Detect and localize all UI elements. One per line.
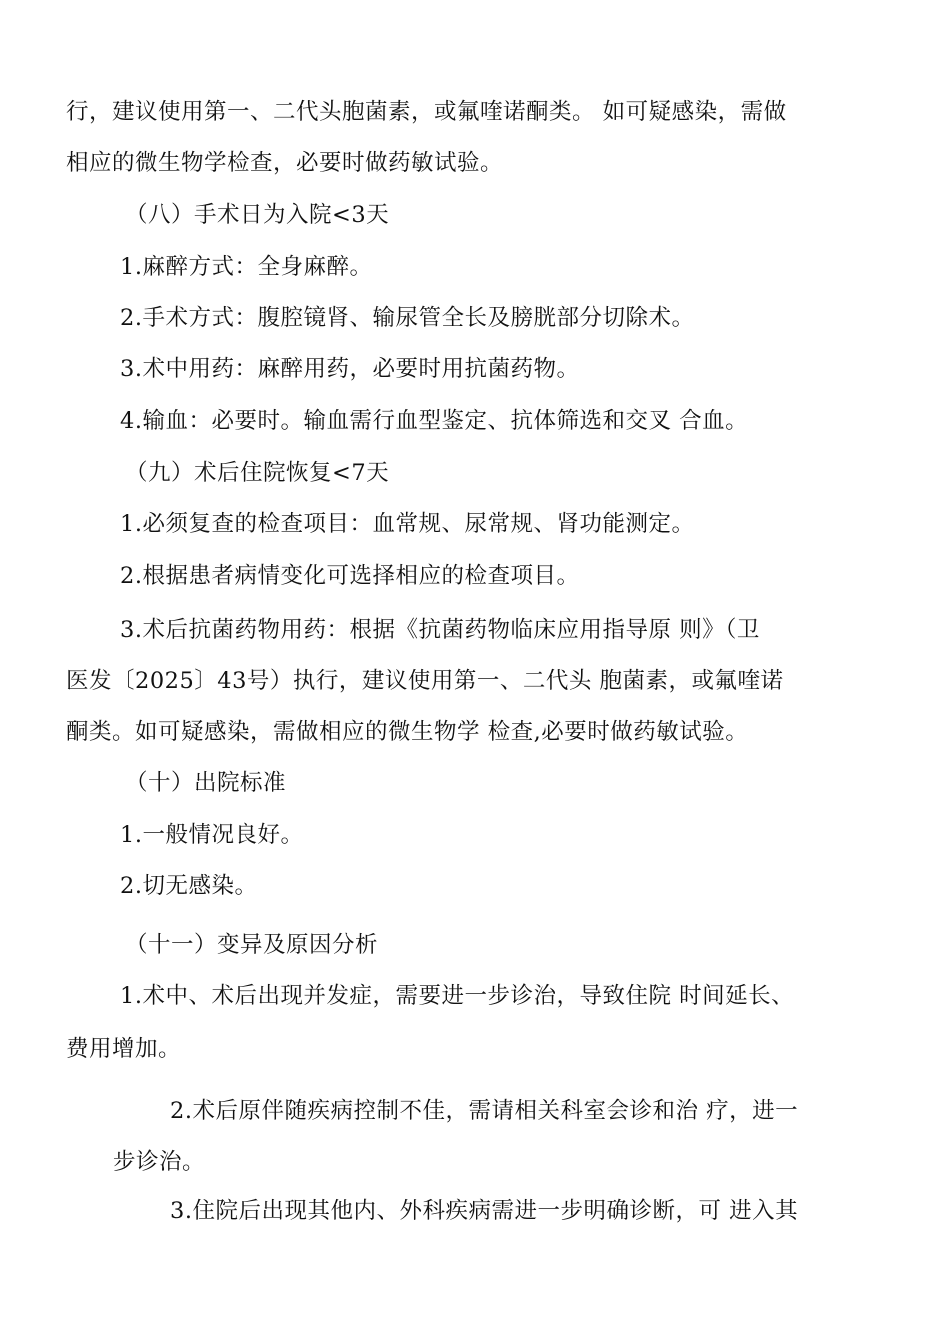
list-item: 1.术中、术后出现并发症，需要进一步诊治，导致住院 时间延长、 [120,983,795,1009]
list-item: 3.住院后出现其他内、外科疾病需进一步明确诊断，可 进入其 [170,1198,799,1224]
paragraph-line: 行，建议使用第一、二代头胞菌素，或氟喹诺酮类。 如可疑感染，需做 [66,99,787,125]
list-item: 1.麻醉方式：全身麻醉。 [120,254,373,280]
list-item: 2.切无感染。 [120,873,258,899]
paragraph-line: 相应的微生物学检查，必要时做药敏试验。 [66,150,504,176]
section-heading: （九）术后住院恢复<7天 [125,460,390,486]
list-item: 1.必须复查的检查项目：血常规、尿常规、肾功能测定。 [120,511,695,537]
section-heading: （十一）变异及原因分析 [125,932,379,958]
list-item: 4.输血：必要时。输血需行血型鉴定、抗体筛选和交叉 合血。 [120,408,749,434]
list-item: 2.术后原伴随疾病控制不佳，需请相关科室会诊和治 疗，进一 [170,1098,799,1124]
list-item: 3.术后抗菌药物用药：根据《抗菌药物临床应用指导原 则》（卫 [120,617,760,643]
paragraph-line: 费用增加。 [66,1036,182,1062]
paragraph-line: 步诊治。 [113,1149,206,1175]
list-item: 3.术中用药：麻醉用药，必要时用抗菌药物。 [120,356,580,382]
list-item: 2.根据患者病情变化可选择相应的检查项目。 [120,563,580,589]
list-item: 1.一般情况良好。 [120,822,304,848]
list-item: 2.手术方式：腹腔镜肾、输尿管全长及膀胱部分切除术。 [120,305,695,331]
section-heading: （十）出院标准 [125,770,287,796]
section-heading: （八）手术日为入院<3天 [125,202,390,228]
paragraph-line: 医发〔2025〕43号）执行，建议使用第一、二代头 胞菌素，或氟喹诺 [66,668,784,694]
paragraph-line: 酮类。如可疑感染，需做相应的微生物学 检查,必要时做药敏试验。 [66,719,749,745]
